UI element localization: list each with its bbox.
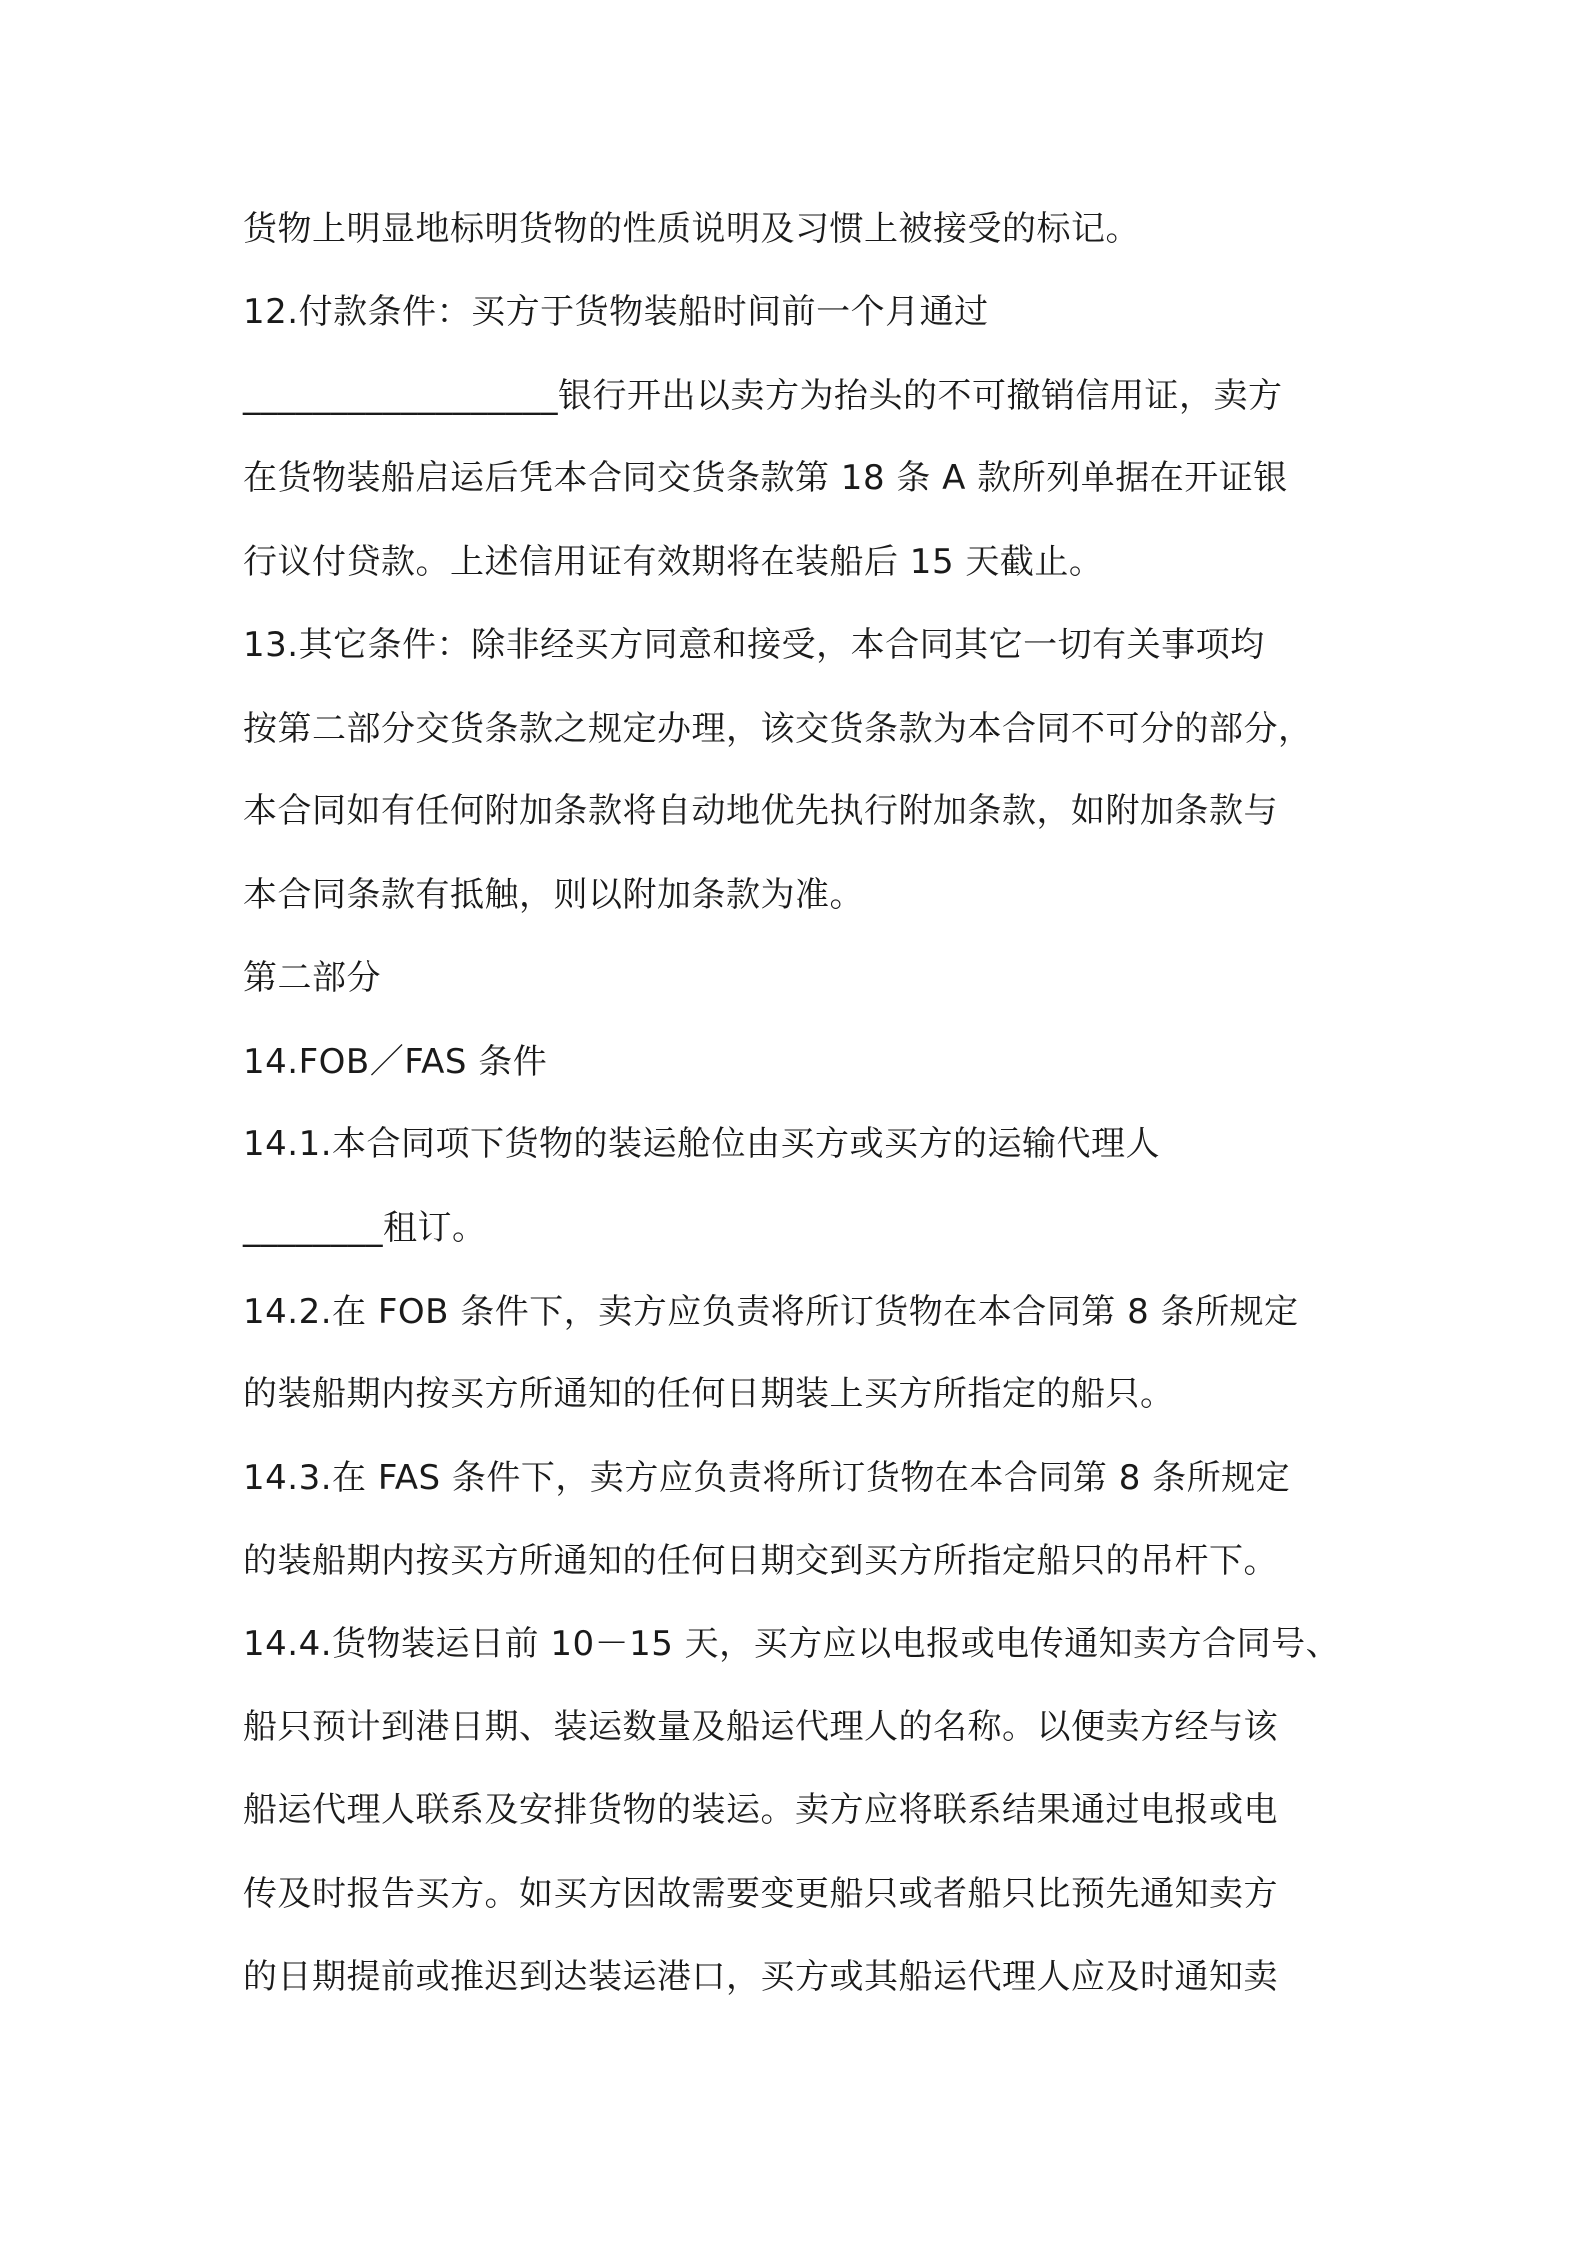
text-line: 行议付贷款。上述信用证有效期将在装船后 15 天截止。 bbox=[243, 542, 1104, 582]
text-line: 14.3.在 FAS 条件下，卖方应负责将所订货物在本合同第 8 条所规定 bbox=[243, 1458, 1291, 1498]
text-line: 船只预计到港日期、装运数量及船运代理人的名称。以便卖方经与该 bbox=[243, 1707, 1278, 1747]
text-line: 的日期提前或推迟到达装运港口，买方或其船运代理人应及时通知卖 bbox=[243, 1957, 1278, 1997]
text-line: 14.1.本合同项下货物的装运舱位由买方或买方的运输代理人 bbox=[243, 1124, 1161, 1164]
text-line: 的装船期内按买方所通知的任何日期交到买方所指定船只的吊杆下。 bbox=[243, 1541, 1278, 1581]
text-line: 14.2.在 FOB 条件下，卖方应负责将所订货物在本合同第 8 条所规定 bbox=[243, 1292, 1299, 1332]
text-line: 12.付款条件：买方于货物装船时间前一个月通过 bbox=[243, 292, 989, 332]
text-line: 的装船期内按买方所通知的任何日期装上买方所指定的船只。 bbox=[243, 1374, 1175, 1414]
text-line: 14.FOB／FAS 条件 bbox=[243, 1042, 548, 1082]
text-line: 本合同如有任何附加条款将自动地优先执行附加条款，如附加条款与 bbox=[243, 791, 1278, 831]
text-line: 船运代理人联系及安排货物的装运。卖方应将联系结果通过电报或电 bbox=[243, 1790, 1278, 1830]
text-line: 货物上明显地标明货物的性质说明及习惯上被接受的标记。 bbox=[243, 209, 1140, 249]
text-line: 按第二部分交货条款之规定办理，该交货条款为本合同不可分的部分， bbox=[243, 709, 1313, 749]
text-line: 传及时报告买方。如买方因故需要变更船只或者船只比预先通知卖方 bbox=[243, 1874, 1278, 1914]
text-line: 本合同条款有抵触，则以附加条款为准。 bbox=[243, 875, 864, 915]
text-line: 13.其它条件：除非经买方同意和接受，本合同其它一切有关事项均 bbox=[243, 625, 1265, 665]
text-line: __________________银行开出以卖方为抬头的不可撤销信用证，卖方 bbox=[243, 376, 1283, 416]
text-line: ________租订。 bbox=[243, 1208, 487, 1248]
text-line: 在货物装船启运后凭本合同交货条款第 18 条 A 款所列单据在开证银 bbox=[243, 458, 1288, 498]
text-line: 14.4.货物装运日前 10－15 天，买方应以电报或电传通知卖方合同号、 bbox=[243, 1624, 1341, 1664]
section-heading: 第二部分 bbox=[243, 958, 381, 998]
